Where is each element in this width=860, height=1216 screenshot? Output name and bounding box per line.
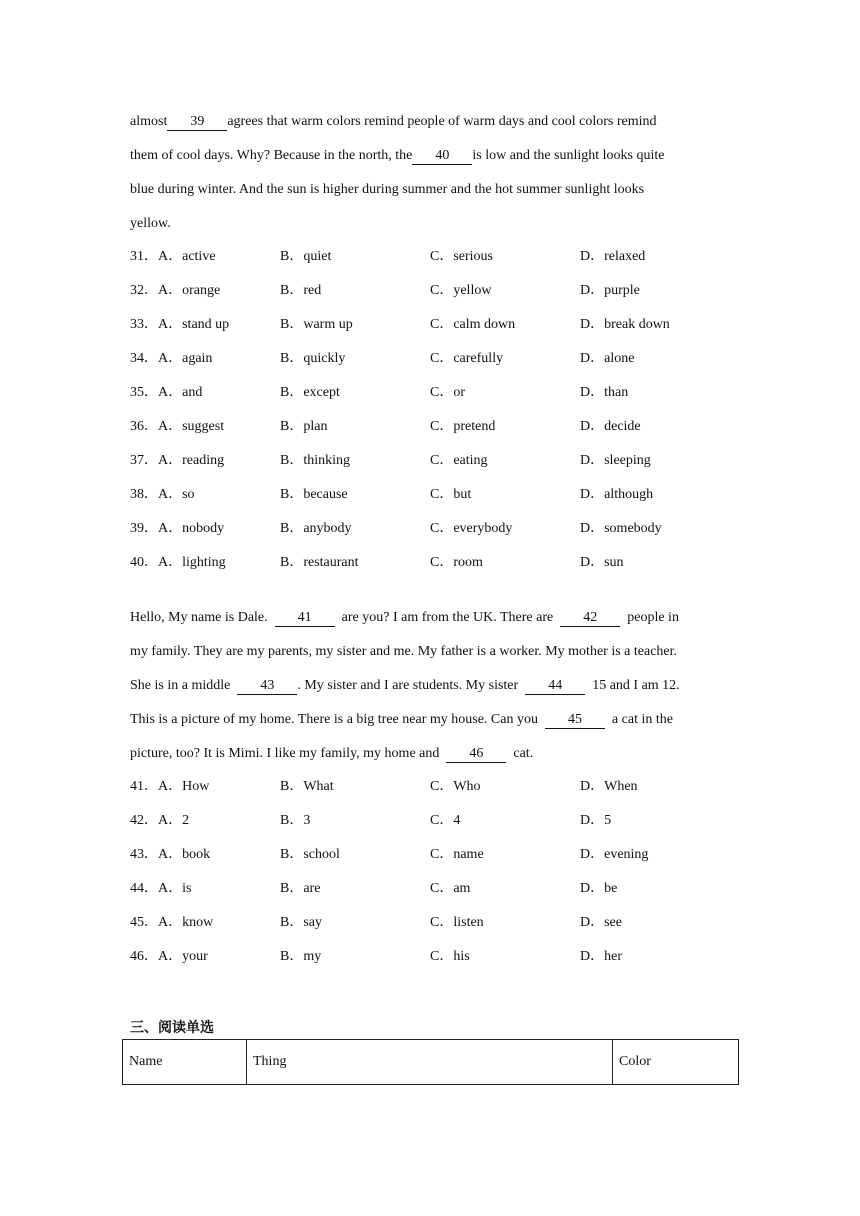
option-a: 39．A．nobody [130, 521, 225, 536]
option-b: B．are [280, 881, 321, 896]
table-header-row [123, 1040, 739, 1085]
option-c: C．listen [430, 915, 484, 930]
blank-42: 42 [560, 610, 620, 627]
question-row [130, 906, 730, 940]
option-b: B．except [280, 385, 340, 400]
option-b: B．quickly [280, 351, 346, 366]
option-c: C．but [430, 487, 472, 502]
option-d: D．her [580, 949, 622, 964]
option-d: D．sleeping [580, 453, 651, 468]
blank-40: 40 [412, 148, 472, 165]
option-b: B．school [280, 847, 340, 862]
option-d: D．alone [580, 351, 635, 366]
text: This is a picture of my home. There is a big tree near my house. Can you [130, 712, 538, 727]
question-row [130, 274, 730, 308]
passage-2-line [130, 703, 740, 737]
option-d: D．evening [580, 847, 649, 862]
option-c: C．yellow [430, 283, 492, 298]
question-row [130, 478, 730, 512]
option-b: B．warm up [280, 317, 353, 332]
option-b: B．quiet [280, 249, 332, 264]
option-b: B．red [280, 283, 322, 298]
option-d: D．When [580, 779, 638, 794]
table-header-cell: Color [613, 1040, 739, 1085]
option-c: C．or [430, 385, 465, 400]
option-c: C．room [430, 555, 483, 570]
option-a: 41．A．How [130, 779, 210, 794]
question-row [130, 940, 730, 974]
text: are you? I am from the UK. There are [341, 610, 554, 625]
option-d: D．relaxed [580, 249, 646, 264]
option-a: 31．A．active [130, 249, 216, 264]
option-d: D．see [580, 915, 622, 930]
passage-2-line: my family. They are my parents, my sister and me. My father is a worker. My mother is a teacher. [130, 644, 678, 659]
question-row [130, 770, 730, 804]
passage-2-line [130, 737, 740, 771]
option-c: C．his [430, 949, 470, 964]
option-a: 33．A．stand up [130, 317, 230, 332]
option-c: C．pretend [430, 419, 496, 434]
passage-2-line [130, 669, 740, 703]
option-d: D．break down [580, 317, 670, 332]
blank-41: 41 [275, 610, 335, 627]
text: . My sister and I are students. My sister [297, 678, 519, 693]
option-b: B．say [280, 915, 322, 930]
passage-2-line [130, 601, 740, 635]
text: them of cool days. Why? Because in the north, the [130, 148, 413, 163]
option-c: C．am [430, 881, 471, 896]
blank-45: 45 [545, 712, 605, 729]
option-c: C．serious [430, 249, 493, 264]
option-b: B．restaurant [280, 555, 359, 570]
question-row [130, 872, 730, 906]
option-d: D．5 [580, 813, 612, 828]
question-row [130, 342, 730, 376]
question-row [130, 308, 730, 342]
option-c: C．name [430, 847, 484, 862]
option-b: B．thinking [280, 453, 351, 468]
reading-table [122, 1039, 739, 1085]
option-c: C．carefully [430, 351, 504, 366]
option-c: C．4 [430, 813, 461, 828]
option-c: C．eating [430, 453, 488, 468]
text: picture, too? It is Mimi. I like my family, my home and [130, 746, 440, 761]
option-a: 36．A．suggest [130, 419, 225, 434]
text: is low and the sunlight looks quite [472, 148, 665, 163]
text: cat. [513, 746, 534, 761]
option-a: 34．A．again [130, 351, 213, 366]
option-a: 40．A．lighting [130, 555, 226, 570]
passage-1 [130, 105, 730, 241]
option-d: D．sun [580, 555, 624, 570]
text: She is in a middle [130, 678, 231, 693]
option-b: B．3 [280, 813, 311, 828]
option-a: 43．A．book [130, 847, 211, 862]
option-a: 32．A．orange [130, 283, 221, 298]
option-b: B．plan [280, 419, 328, 434]
table-header-cell: Thing [247, 1040, 613, 1085]
option-b: B．my [280, 949, 322, 964]
question-row [130, 444, 730, 478]
passage-1-line [130, 105, 730, 139]
passage-1-line: blue during winter. And the sun is higher during summer and the hot summer sunlight looks [130, 182, 645, 197]
option-c: C．everybody [430, 521, 513, 536]
question-row [130, 240, 730, 274]
option-a: 38．A．so [130, 487, 195, 502]
option-d: D．purple [580, 283, 640, 298]
option-b: B．What [280, 779, 334, 794]
option-b: B．anybody [280, 521, 352, 536]
blank-43: 43 [237, 678, 297, 695]
question-row [130, 376, 730, 410]
question-row [130, 804, 730, 838]
section-title: 三、阅读单选 [130, 1020, 214, 1036]
option-a: 42．A．2 [130, 813, 190, 828]
question-row [130, 512, 730, 546]
question-row [130, 546, 730, 580]
blank-39: 39 [167, 114, 227, 131]
question-row [130, 410, 730, 444]
text: Hello, My name is Dale. [130, 610, 268, 625]
text: almost [130, 114, 168, 129]
option-d: D．than [580, 385, 629, 400]
option-a: 46．A．your [130, 949, 208, 964]
blank-44: 44 [525, 678, 585, 695]
option-d: D．although [580, 487, 654, 502]
table-header-cell: Name [123, 1040, 247, 1085]
option-b: B．because [280, 487, 348, 502]
text: people in [627, 610, 679, 625]
option-a: 44．A．is [130, 881, 192, 896]
option-a: 35．A．and [130, 385, 203, 400]
option-c: C．Who [430, 779, 481, 794]
passage-2 [130, 601, 740, 771]
option-d: D．somebody [580, 521, 662, 536]
passage-1-line [130, 139, 730, 173]
option-d: D．be [580, 881, 618, 896]
text: agrees that warm colors remind people of warm days and cool colors remind [227, 114, 657, 129]
passage-1-line: yellow. [130, 216, 171, 231]
blank-46: 46 [446, 746, 506, 763]
text: 15 and I am 12. [592, 678, 680, 693]
option-a: 37．A．reading [130, 453, 225, 468]
options-41-46 [130, 770, 730, 974]
question-row [130, 838, 730, 872]
option-a: 45．A．know [130, 915, 214, 930]
text: a cat in the [611, 712, 673, 727]
option-c: C．calm down [430, 317, 516, 332]
option-d: D．decide [580, 419, 641, 434]
options-31-40 [130, 240, 730, 580]
